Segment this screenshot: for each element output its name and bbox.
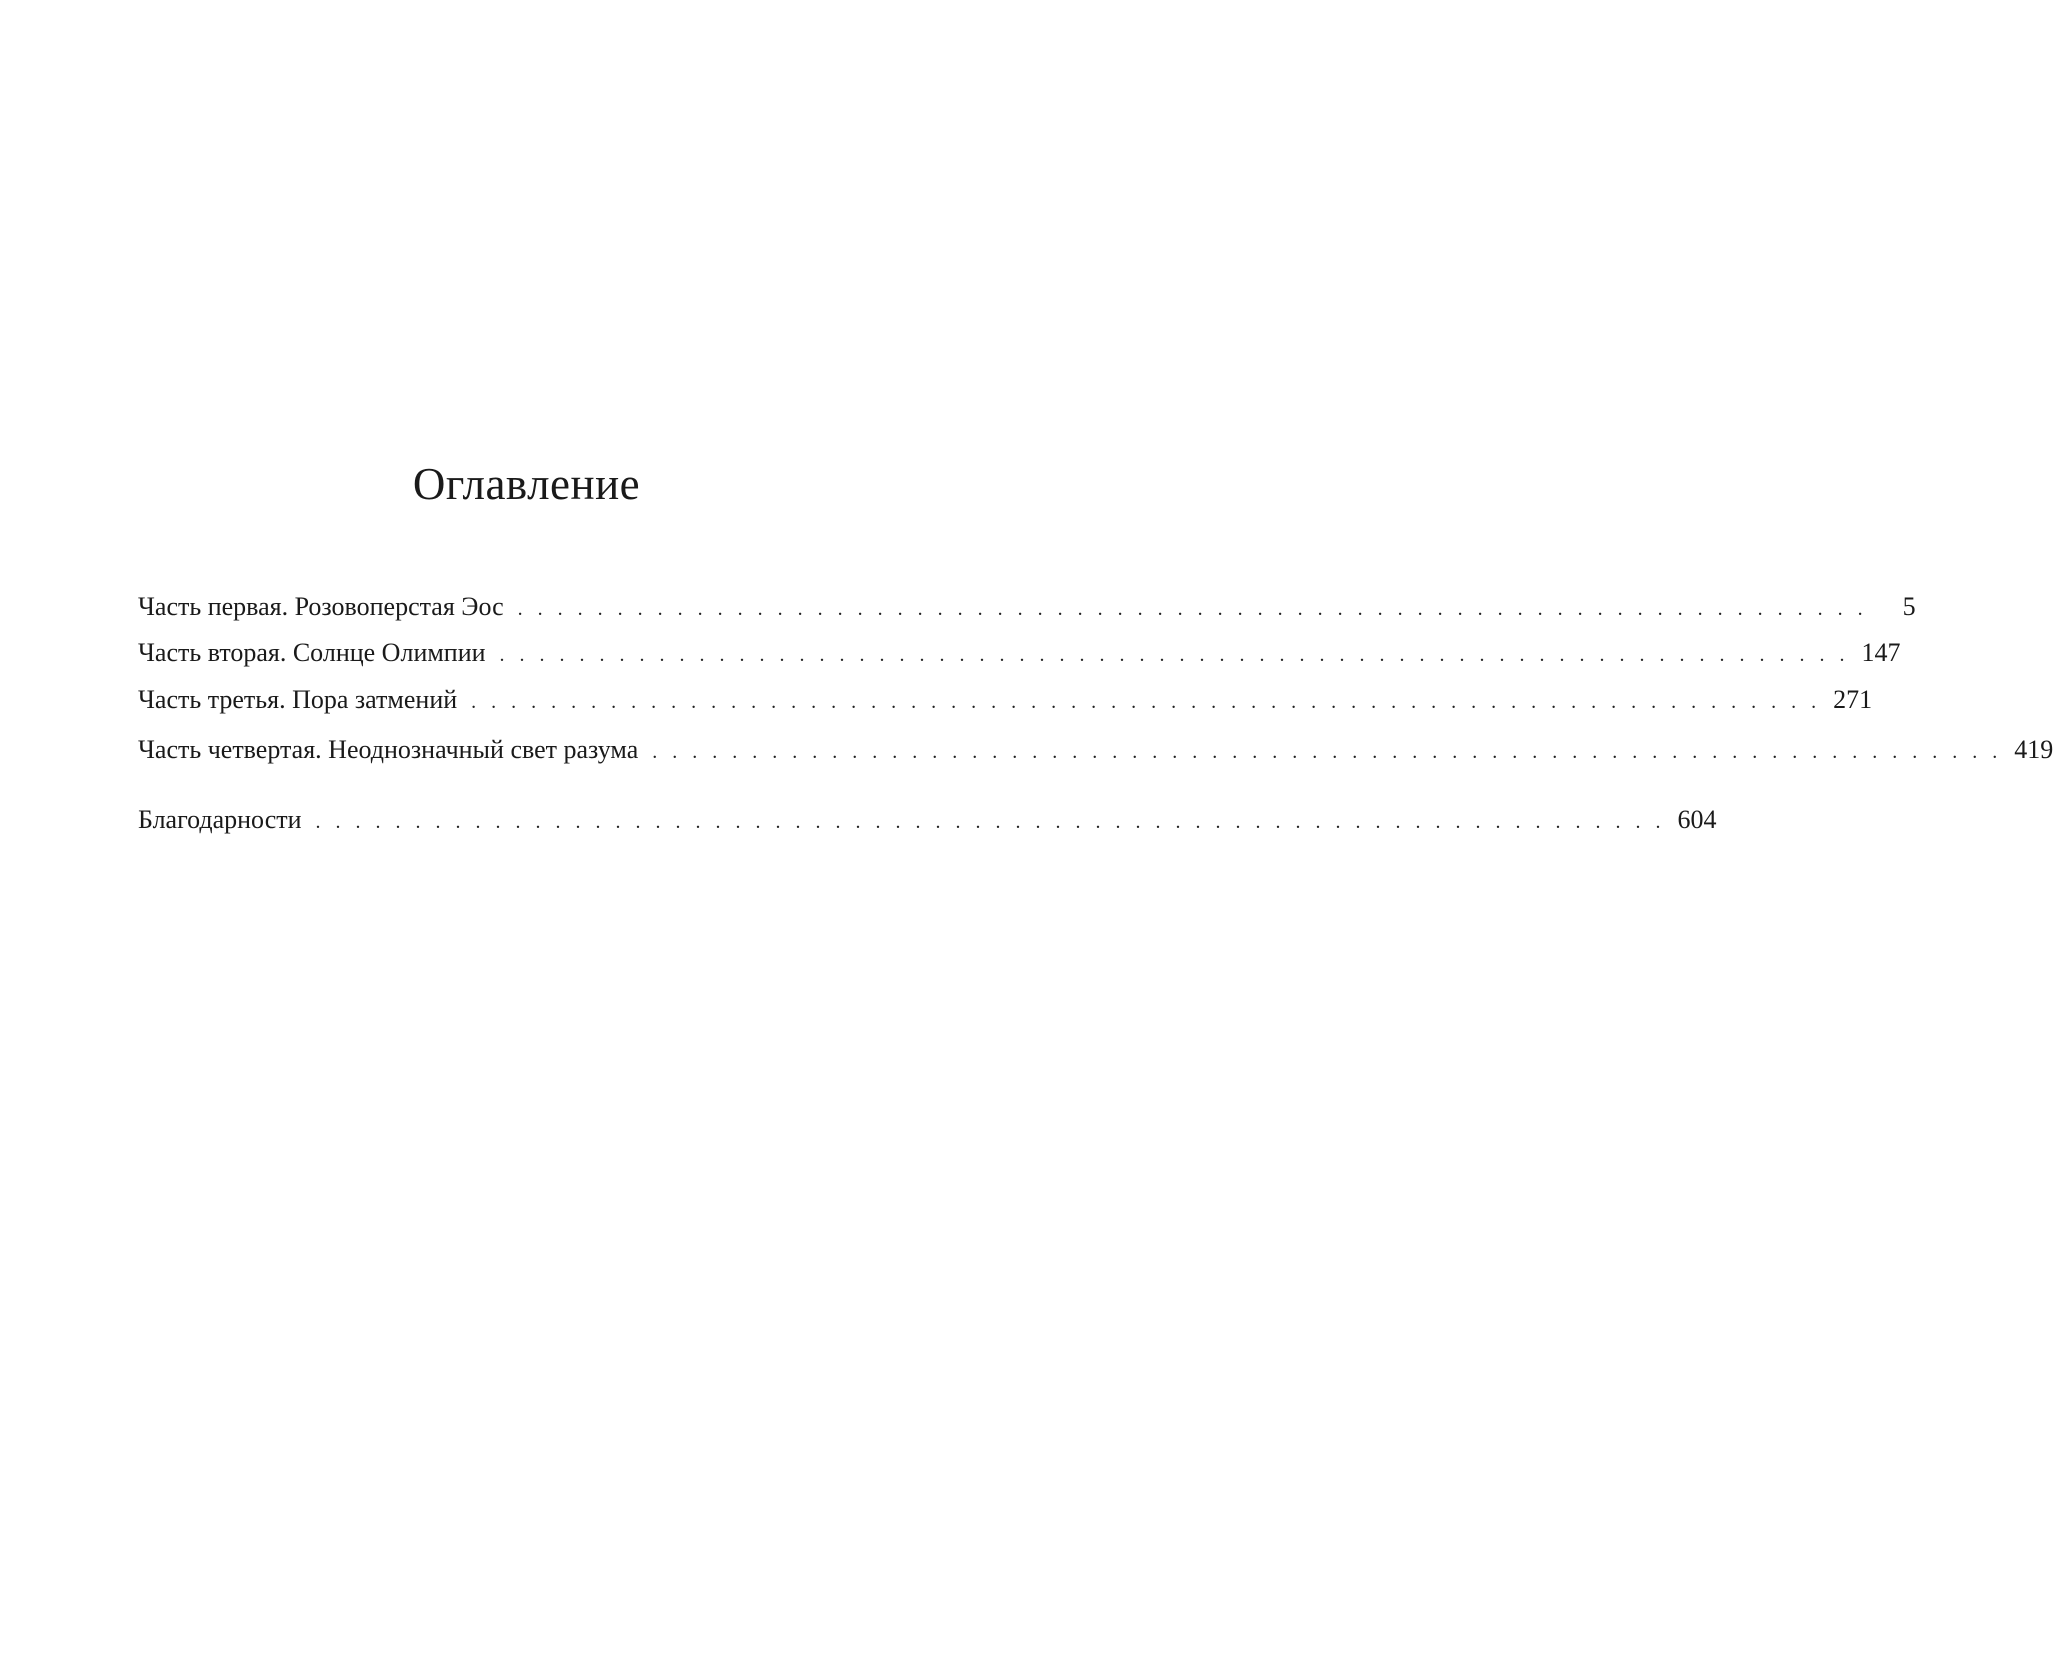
toc-entry-label: Благодарности: [138, 805, 302, 834]
dot-leader: . . . . . . . . . . . . . . . . . . . . . . . . . . . . . . . . . . . . . . . . . . . . . . . . . . . . . . . . . . . . . . . . . . . .: [499, 644, 1850, 666]
toc-entry-page: 147: [1861, 638, 1901, 667]
toc-entry-part-1: [138, 590, 1916, 624]
dot-leader: . . . . . . . . . . . . . . . . . . . . . . . . . . . . . . . . . . . . . . . . . . . . . . . . . . . . . . . . . . . . . . . . . . . .: [652, 741, 2003, 763]
toc-entry-part-4: [138, 733, 2053, 767]
toc-entry-page: 5: [1902, 592, 1916, 621]
toc-entry-label: Часть первая. Розовоперстая Эос: [138, 592, 504, 621]
toc-entry-page: 419: [2014, 735, 2053, 764]
toc-entry-part-3: [138, 683, 1873, 717]
dot-leader: . . . . . . . . . . . . . . . . . . . . . . . . . . . . . . . . . . . . . . . . . . . . . . . . . . . . . . . . . . . . . . . . . . . .: [315, 811, 1666, 833]
toc-entry-acknowledgements: [138, 803, 1717, 837]
toc-entry-page: 604: [1677, 805, 1717, 834]
toc-title: Оглавление: [412, 459, 641, 509]
dot-leader: . . . . . . . . . . . . . . . . . . . . . . . . . . . . . . . . . . . . . . . . . . . . . . . . . . . . . . . . . . . . . . . . . . . .: [471, 691, 1822, 713]
toc-entry-part-2: [138, 636, 1901, 670]
dot-leader: . . . . . . . . . . . . . . . . . . . . . . . . . . . . . . . . . . . . . . . . . . . . . . . . . . . . . . . . . . . . . . . . . . . .: [517, 598, 1868, 620]
toc-entry-page: 271: [1833, 685, 1873, 714]
toc-entry-label: Часть третья. Пора затмений: [138, 685, 458, 714]
toc-entry-label: Часть четвертая. Неоднозначный свет разума: [138, 735, 639, 764]
toc-entry-label: Часть вторая. Солнце Олимпии: [138, 638, 486, 667]
